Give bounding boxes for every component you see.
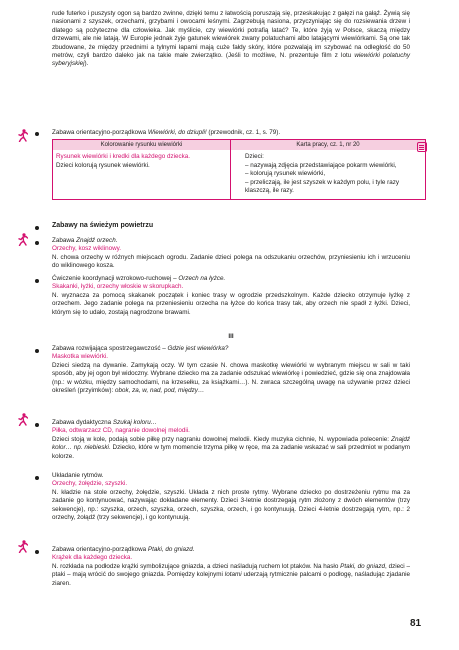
bullet bbox=[35, 241, 39, 245]
left-materials: Rysunek wiewiórki i kredki dla każdego dziecka. bbox=[56, 153, 191, 161]
part3-a2-title: Szukaj koloru… bbox=[112, 419, 158, 426]
part3-a4-italic2: lotami bbox=[224, 571, 242, 579]
running-child-icon bbox=[18, 540, 28, 553]
intro-text: rude futerko i puszysty ogon są bardzo zwinne, dzięki temu z łatwością poruszają się, przeskakując z gałęzi na gałąź. Żywią się nasionami z szyszek, orzechami, grzybami i owocami leśnymi. Zagrzebują nasiona, przyczyniając się do rozsiewania drzew i dlatego są pożyteczne dla człowieka. Jak myślicie, czy wiewiórki potrafią latać? Te, które żyją w Polsce, skaczą między drzewami, ale nie latają. W Europie jednak żyje gatunek wiewiórek zwany polatuchami albo latającymi wiewiórkami. Są one tak zbudowane, że między przednimi a tylnymi łapami mają cuże fałdy skóry, które pozwalają im szybować na odległość do 50 metrów, czyli bardzo daleko jak na takie małe zwierzątko. (Jeśli to możliwe, N. prezentuje film z lotu bbox=[52, 10, 410, 60]
outdoor-a2-title: Orzech na łyżce. bbox=[178, 275, 226, 282]
bullet bbox=[35, 279, 39, 283]
part3-activity-2 bbox=[52, 419, 410, 461]
part3-a1-italic: obok, za, w, nad, pod, między… bbox=[114, 387, 205, 395]
part3-a2-text2: . Dziecko, które w tym momencie trzyma piłkę w ręce, ma za zadanie wskazać w sali przedmiot w podanym kolorze. bbox=[52, 444, 410, 460]
left-header: Kolorowanie rysunku wiewiórki bbox=[53, 140, 231, 151]
part3-a3-title: Układanie rytmów. bbox=[52, 472, 104, 479]
part3-a2-lead: Zabawa dydaktyczna bbox=[52, 419, 113, 426]
right-item-3: – przeliczają, ile jest szyszek w każdym polu, i tyle razy klaszczą, ile razy. bbox=[245, 178, 399, 195]
part3-a3-materials: Orzechy, żołędzie, szyszki. bbox=[52, 480, 128, 488]
section-number: III bbox=[228, 333, 234, 340]
left-cell bbox=[53, 150, 231, 200]
list-icon bbox=[417, 142, 427, 152]
part3-a4-text3: uderzają rytmicznie palcami o podłogę, naśladując zjadanie ziaren. bbox=[52, 571, 410, 587]
running-child-icon bbox=[18, 233, 28, 246]
part3-a2-materials: Piłka, odtwarzacz CD, nagranie dowolnej melodii. bbox=[52, 427, 190, 435]
activity-box bbox=[56, 139, 417, 200]
part3-activity-1 bbox=[52, 345, 410, 395]
left-description: Dzieci kolorują rysunek wiewiórki. bbox=[56, 161, 150, 169]
table-body-row bbox=[53, 150, 426, 200]
part3-a4-materials: Krążek dla każdego dziecka. bbox=[52, 554, 133, 562]
bullet bbox=[35, 349, 39, 353]
outdoor-section bbox=[52, 222, 410, 230]
outdoor-a1-text: N. chowa orzechy w różnych miejscach ogrodu. Zadanie dzieci polega na odszukaniu orzechów, przyniesieniu ich i wrzuceniu do wiklinowego kosza. bbox=[52, 253, 410, 270]
activity-1-tail: (przewodnik, cz. 1, s. 79). bbox=[206, 129, 281, 136]
activity-1-lead: Zabawa orientacyjno-porządkowa bbox=[52, 129, 148, 136]
bullet bbox=[35, 550, 39, 554]
part3-activity-3 bbox=[52, 472, 410, 522]
part3-a4-title: Ptaki, do gniazd. bbox=[147, 546, 195, 553]
page-number: 81 bbox=[410, 618, 422, 629]
outdoor-activity-1 bbox=[52, 237, 410, 271]
right-header: Karta pracy, cz. 1, nr 20 bbox=[296, 142, 360, 148]
outdoor-a2-text: N. wyznacza za pomocą skakanek początek i koniec trasy w ogrodzie przedszkolnym. Każde dziecko otrzymuje łyżkę z orzechem. Jego zadanie polega na przeniesieniu orzecha na łyżce do końca trasy tak, aby orzech nie spadł z łyżki. Dzieci, którym się to udało, zostają nagrodzone brawami. bbox=[52, 291, 410, 316]
bullet bbox=[35, 476, 39, 480]
right-item-3-text: przeliczają, ile jest szyszek w każdym polu, i tyle razy klaszczą, ile razy. bbox=[245, 178, 399, 195]
part3-a1-text: Dzieci siedzą na dywanie. Zamykają oczy. W tym czasie N. chowa maskotkę wiewiórki w wybranym miejscu w sali w taki sposób, aby jej ogon był widoczny. Wybrane dziecko ma za zadanie odszukać wiewiórkę i powiedzieć, gdzie się ona znajdowała (np.: w wózku, między samochodami, na krzesełku, za książkami…). N. zwraca szczególną uwagę na używanie przez dzieci określeń (przyimków): bbox=[52, 361, 410, 395]
running-child-icon bbox=[18, 413, 28, 426]
part3-a4-italic1: Ptaki, do gniazd bbox=[340, 562, 386, 570]
outdoor-title: Zabawy na świeżym powietrzu bbox=[52, 222, 154, 229]
part3-a1-lead: Zabawa rozwijająca spostrzegawczość – bbox=[52, 345, 168, 352]
part3-a1-materials: Maskotka wiewiórki. bbox=[52, 353, 108, 361]
part3-a1-title: Gdzie jest wiewiórka? bbox=[167, 345, 229, 352]
table-header-row bbox=[53, 140, 426, 151]
part3-a2-italic: Znajdź kolor… np. niebieski bbox=[52, 435, 410, 452]
intro-end: ). bbox=[84, 60, 89, 68]
right-cell bbox=[231, 150, 426, 200]
part3-a2-text1: Dzieci stoją w kole, podają sobie piłkę przy nagraniu dowolnej melodii. Kiedy muzyka cichnie, N. wypowiada polecenie: bbox=[52, 435, 392, 443]
outdoor-a2-lead: Ćwiczenie koordynacji wzrokowo-ruchowej – bbox=[52, 275, 179, 282]
part3-activity-4 bbox=[52, 546, 410, 588]
outdoor-a2-materials: Skakanki, łyżki, orzechy włoskie w skorupkach. bbox=[52, 283, 184, 291]
right-intro: Dzieci: bbox=[245, 153, 264, 161]
outdoor-a1-title: Znajdź orzech. bbox=[76, 237, 118, 244]
part3-a4-lead: Zabawa orientacyjno-porządkowa bbox=[52, 546, 148, 553]
right-item-1: – nazywają zdjęcia przedstawiające pokarm wiewiórki, bbox=[245, 161, 397, 169]
activity-table bbox=[52, 139, 426, 200]
intro-paragraph bbox=[52, 10, 410, 69]
bullet bbox=[35, 132, 39, 136]
running-child-icon bbox=[18, 129, 28, 142]
part3-a4-text1: N. rozkłada na podłodze krążki symbolizujące gniazda, a dzieci naśladują ruchem lot ptaków. Na hasło bbox=[52, 562, 341, 570]
right-item-1-text: nazywają zdjęcia przedstawiające pokarm wiewiórki, bbox=[250, 161, 397, 169]
intro-italic: wiewiórki polatuchy syberyjskiej bbox=[52, 52, 410, 68]
bullet bbox=[35, 423, 39, 427]
part3-a3-text: N. kładzie na stole orzechy, żołędzie, szyszki. Układa z nich proste rytmy. Wybrane dziecko po dostrzeżeniu rytmu ma za zadanie go kontynuować, nazywając dokładane elementy. Dzieci 3-letnie dostrzegają rytm złożony z dwóch elementów (trzy sekwencje), np.: szyszka, orzech, szyszka, orzech, szyszka, orzech, i go kontynuują. Dzieci 4-letnie dostrzegają rytm, np.: 2 orzechy, żołądź (trzy sekwencje), i go kontynuują. bbox=[52, 488, 410, 522]
bullet bbox=[35, 226, 39, 230]
part3-a4-text2: , dzieci – ptaki – mają wrócić do swojego gniazda. Pomiędzy kolejnymi bbox=[52, 562, 410, 579]
outdoor-activity-2 bbox=[52, 275, 410, 317]
activity-1 bbox=[52, 129, 410, 137]
right-item-2-text: kolorują rysunek wiewiórki, bbox=[250, 170, 326, 178]
outdoor-a1-materials: Orzechy, kosz wiklinowy. bbox=[52, 245, 122, 253]
outdoor-a1-lead: Zabawa bbox=[52, 237, 77, 244]
right-item-2: – kolorują rysunek wiewiórki, bbox=[245, 170, 326, 178]
activity-1-title: Wiewiórki, do dziupli! bbox=[147, 129, 207, 136]
